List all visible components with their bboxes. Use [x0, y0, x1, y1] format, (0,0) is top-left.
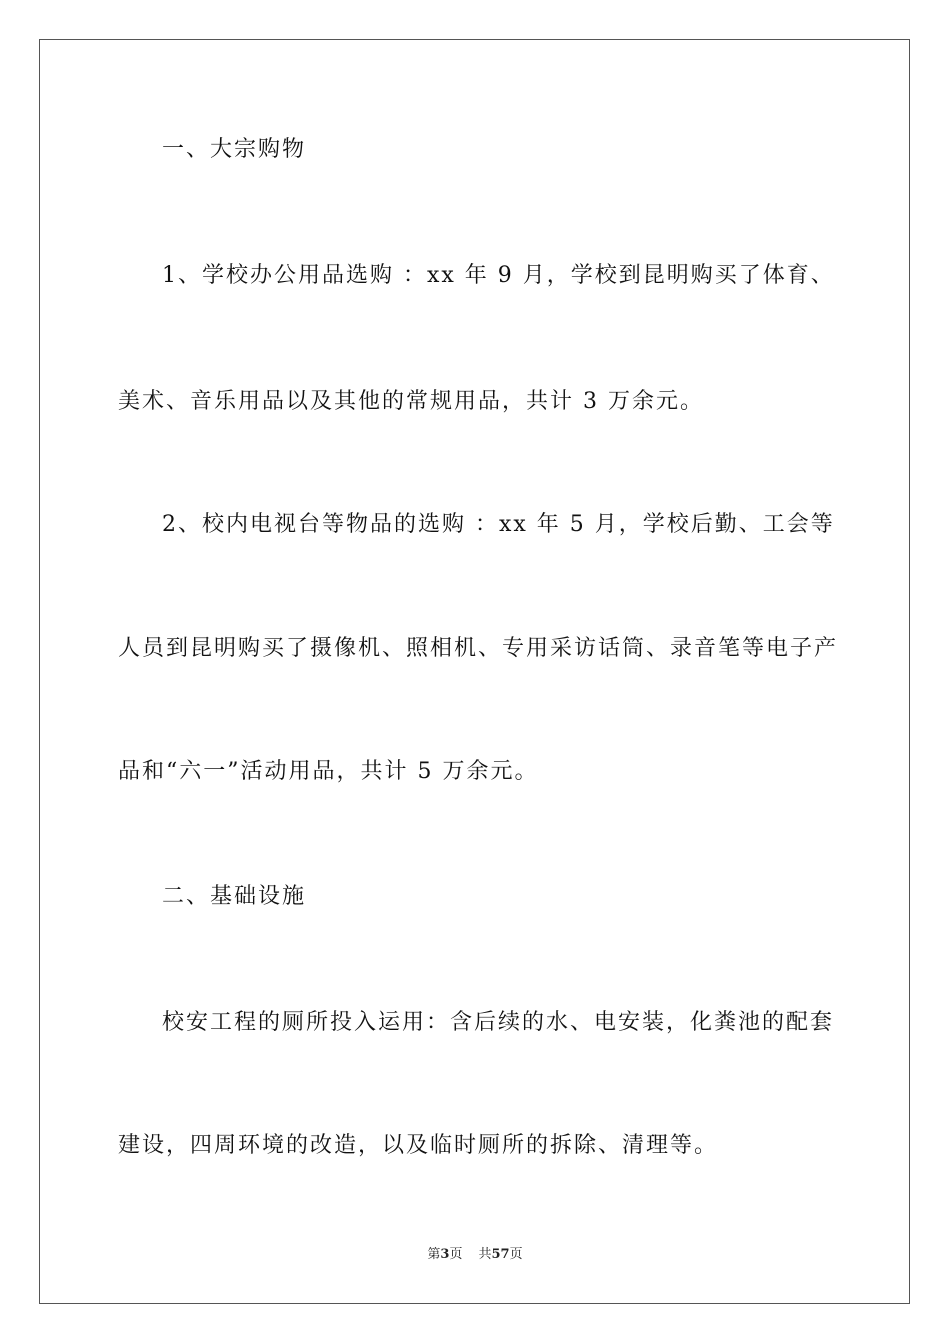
page-footer [0, 1246, 950, 1264]
paragraph-line: 1、学校办公用品选购 ：xx 年 9 月，学校到昆明购买了体育、 [162, 263, 835, 288]
total-pages: 57 [491, 1247, 510, 1262]
total-prefix: 共 [478, 1247, 492, 1262]
page-frame [39, 39, 910, 1304]
page-prefix: 第 [427, 1247, 441, 1262]
paragraph-line: 建设，四周环境的改造，以及临时厕所的拆除、清理等。 [118, 1133, 719, 1158]
page-number: 3 [440, 1247, 450, 1262]
paragraph-line: 人员到昆明购买了摄像机、照相机、专用采访话筒、录音笔等电子产 [118, 636, 839, 661]
paragraph-line: 品和“六一”活动用品，共计 5 万余元。 [118, 759, 539, 784]
total-suffix: 页 [509, 1247, 523, 1262]
section-heading-infrastructure: 二、基础设施 [162, 884, 307, 909]
paragraph-line: 校安工程的厕所投入运用：含后续的水、电安装，化粪池的配套 [162, 1010, 835, 1035]
paragraph-line: 2、校内电视台等物品的选购 ：xx 年 5 月，学校后勤、工会等 [162, 512, 835, 537]
section-heading-bulk-purchases: 一、大宗购物 [162, 137, 307, 162]
page-suffix: 页 [449, 1247, 463, 1262]
paragraph-line: 美术、音乐用品以及其他的常规用品，共计 3 万余元。 [118, 389, 704, 414]
